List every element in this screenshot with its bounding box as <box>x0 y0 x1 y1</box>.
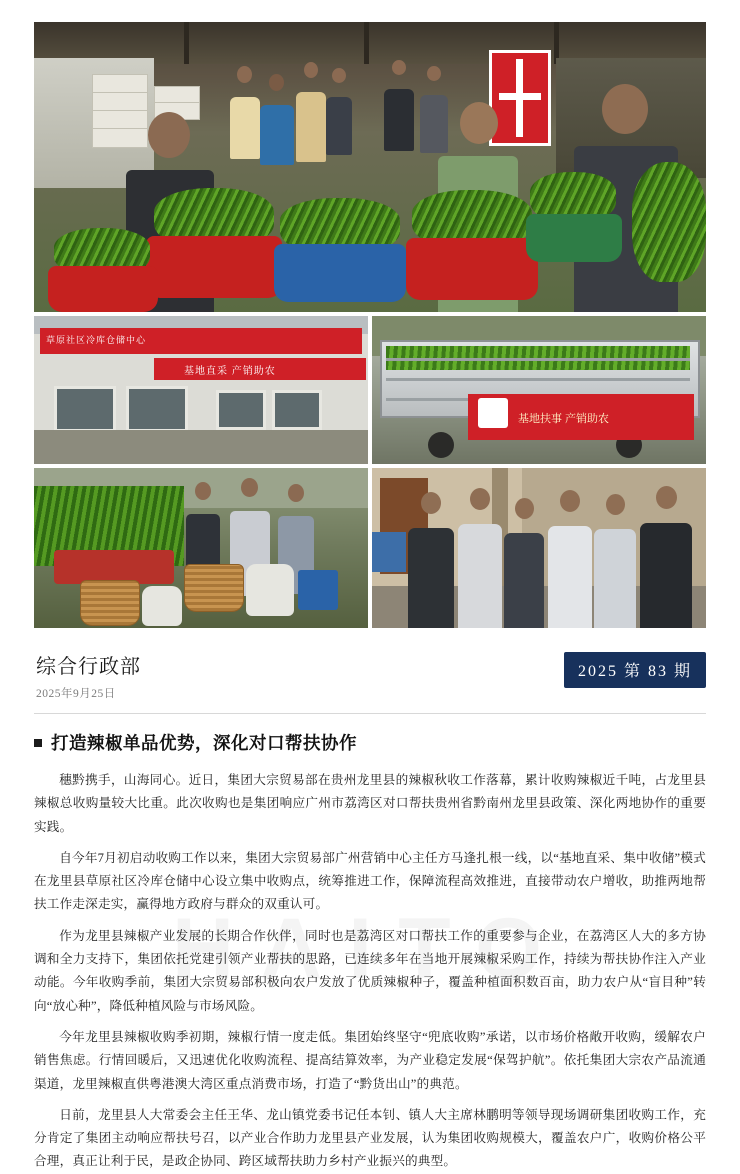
company-logo <box>478 398 508 428</box>
meta-left <box>34 650 141 701</box>
paragraph: 穗黔携手，山海同心。近日，集团大宗贸易部在贵州龙里县的辣椒秋收工作落幕，累计收购辣椒近千吨，占龙里县辣椒总收购量较大比重。此次收购也是集团响应广州市荔湾区对口帮扶贵州省黔南州龙里县政策、深化两地协作的重要实践。 <box>34 773 706 834</box>
facility-subbanner-text: 基地直采 产销助农 <box>184 366 276 377</box>
paragraph: 日前，龙里县人大常委会主任王华、龙山镇党委书记任本钊、镇人大主席林鹏明等领导现场调研集团收购工作，充分肯定了集团主动响应帮扶号召，以产业合作助力龙里县产业发展，认为集团收购规模大，覆盖农户广，收购价格公平合理，真正让利于民，是政企协同、跨区域帮扶助力乡村产业振兴的典型。 <box>34 1107 706 1169</box>
publish-date: 2025年9月25日 <box>36 688 116 700</box>
headline-row <box>34 730 706 755</box>
photo-cold-storage <box>34 316 368 464</box>
photo-pepper-market <box>34 22 706 312</box>
photo-site-inspection <box>372 468 706 628</box>
photo-collage <box>34 22 706 628</box>
document-meta <box>34 650 706 701</box>
photo-row-2 <box>34 316 706 464</box>
truck-banner-text: 基地扶事 产销助农 <box>518 413 610 425</box>
divider <box>34 713 706 714</box>
paragraph: 今年龙里县辣椒收购季初期，辣椒行情一度走低。集团始终坚守“兜底收购”承诺，以市场价格敞开收购，缓解农户销售焦虑。行情回暖后，又迅速优化收购流程、提高结算效率，为产业稳定发展“保驾护航”。依托集团大宗农产品流通渠道，龙里辣椒直供粤港澳大湾区重点消费市场，打造了“黔货出山”的典范。 <box>34 1029 706 1091</box>
photo-row-3 <box>34 468 706 628</box>
page-title: 打造辣椒单品优势，深化对口帮扶协作 <box>51 733 357 753</box>
facility-banner-text: 草原社区冷库仓储中心 <box>46 335 147 345</box>
article-body <box>34 769 706 1174</box>
photo-sorting-peppers <box>34 468 368 628</box>
department-name: 综合行政部 <box>36 656 141 678</box>
issue-badge: 2025 第 83 期 <box>564 652 706 688</box>
paragraph: 自今年7月初启动收购工作以来，集团大宗贸易部广州营销中心主任方马逢扎根一线，以“基地直采、集中收储”模式在龙里县草原社区冷库仓储中心设立集中收购点，统筹推进工作，保障流程高效推进，直接带动农户增收，助推两地帮扶工作走深走实，赢得地方政府与群众的双重认可。 <box>34 850 706 912</box>
photo-loaded-truck <box>372 316 706 464</box>
square-bullet-icon <box>34 739 42 747</box>
paragraph: 作为龙里县辣椒产业发展的长期合作伙伴，同时也是荔湾区对口帮扶工作的重要参与企业，在荔湾区人大的多方协调和全力支持下，集团依托党建引领产业帮扶的思路，已连续多年在当地开展辣椒采购工作，持续为帮扶协作注入产业动能。今年收购季前，集团大宗贸易部积极向农户发放了优质辣椒种子，覆盖种植面积数百亩，助力农户从“盲目种”转向“放心种”，降低种植风险与市场风险。 <box>34 928 706 1013</box>
